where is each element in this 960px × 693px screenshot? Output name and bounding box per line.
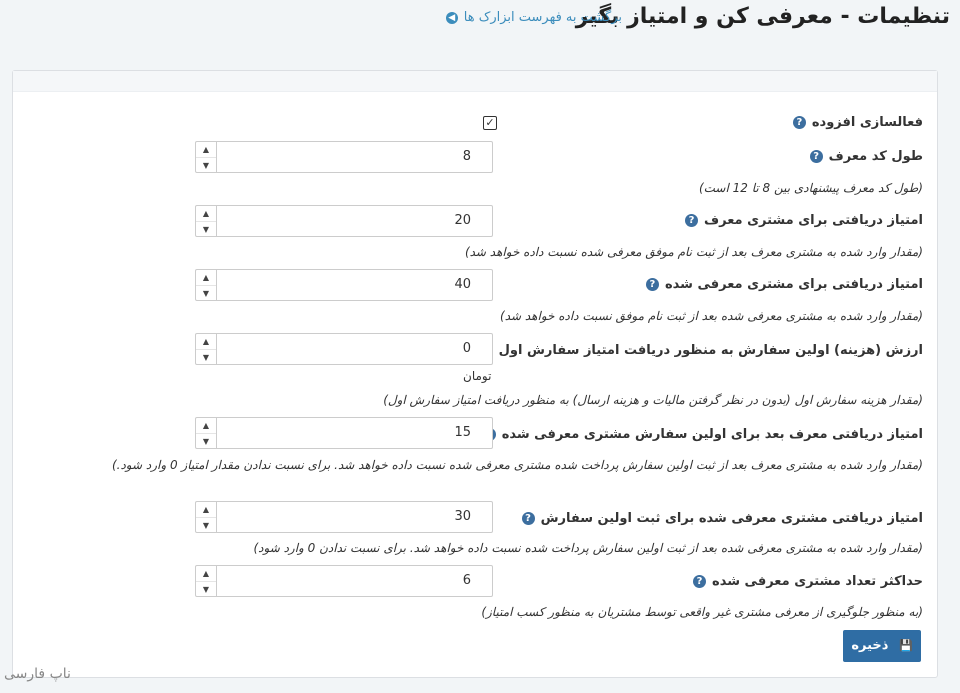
currency-unit: تومان [463,369,492,383]
referral-code-length-label: طول کد معرف ? [810,149,923,164]
enable-addon-label: فعالسازی افزوده ? [793,115,923,130]
stepper-down-icon[interactable]: ▼ [202,353,210,362]
enable-addon-checkbox[interactable]: ✓ [483,116,497,130]
question-circle-icon[interactable]: ? [793,116,806,129]
referral-code-length-input[interactable]: 8 [462,149,471,164]
stepper-down-icon[interactable]: ▼ [202,437,210,446]
back-to-widgets-link[interactable] [446,10,622,25]
max-referrals-label: حداکثر تعداد مشتری معرفی شده ? [693,574,923,589]
referral-code-length-hint: (طول کد معرف پیشنهادی بین 8 تا 12 است) [698,181,923,195]
referred-first-order-points-hint: (مقدار وارد شده به مشتری معرفی شده بعد از ثبت اولین سفارش پرداخت شده نسبت داده خواهد شد. برای نسبت ندادن 0 وارد شود) [253,541,923,555]
max-referrals-hint: (به منظور جلوگیری از معرفی مشتری غیر واقعی توسط مشتریان به منظور کسب امتیاز) [481,605,923,619]
max-referrals-input[interactable]: 6 [462,573,471,588]
question-circle-icon[interactable]: ? [685,214,698,227]
referrer-points-hint: (مقدار وارد شده به مشتری معرف بعد از ثبت نام موفق معرفی شده نسبت داده خواهد شد) [464,245,923,259]
referred-points-label: امتیاز دریافتی برای مشتری معرفی شده ? [646,277,923,292]
referred-first-order-points-stepper[interactable] [195,501,493,533]
back-link-label: برگشت به فهرست ابزارک ها [463,10,622,25]
watermark: ناپ فارسی [4,666,71,682]
stepper-down-icon[interactable]: ▼ [202,521,210,530]
stepper-buttons [196,142,217,172]
referred-points-hint: (مقدار وارد شده به مشتری معرفی شده بعد از ثبت نام موفق نسبت داده خواهد شد) [500,309,923,323]
stepper-buttons [196,334,217,364]
referrer-first-order-points-input[interactable]: 15 [454,425,471,440]
referrer-first-order-points-hint: (مقدار وارد شده به مشتری معرف بعد از ثبت اولین سفارش پرداخت شده مشتری معرفی شده نسبت داده خواهد شد. برای نسبت ندادن مقدار امتیاز 0 وارد شود.) [111,458,923,472]
referrer-points-label: امتیاز دریافتی برای مشتری معرف ? [685,213,923,228]
question-circle-icon[interactable]: ? [646,278,659,291]
stepper-up-icon[interactable]: ▲ [196,142,216,158]
question-circle-icon[interactable]: ? [522,512,535,525]
question-circle-icon[interactable]: ? [810,150,823,163]
max-referrals-stepper[interactable] [195,565,493,597]
referred-points-input[interactable]: 40 [454,277,471,292]
first-order-value-label: ارزش (هزینه) اولین سفارش به منظور دریافت امتیاز سفارش اول [480,343,923,358]
settings-panel [12,70,938,678]
first-order-value-stepper[interactable] [195,333,493,365]
stepper-buttons [196,566,217,596]
stepper-buttons [196,206,217,236]
referrer-first-order-points-label: امتیاز دریافتی معرف بعد برای اولین سفارش مشتری معرفی شده [483,427,923,442]
stepper-up-icon[interactable]: ▲ [196,206,216,222]
stepper-buttons [196,270,217,300]
referrer-points-stepper[interactable] [195,205,493,237]
first-order-value-hint: (مقدار هزینه سفارش اول (بدون در نظر گرفتن مالیات و هزینه ارسال) به منظور دریافت امتیاز سفارش اول) [383,393,923,407]
stepper-up-icon[interactable]: ▲ [196,566,216,582]
first-order-value-input[interactable]: 0 [462,341,471,356]
referral-code-length-stepper[interactable] [195,141,493,173]
stepper-up-icon[interactable]: ▲ [196,418,216,434]
page-title: تنظیمات - معرفی کن و امتیاز بگیر [575,4,950,29]
stepper-down-icon[interactable]: ▼ [202,161,210,170]
panel-heading [13,71,937,92]
referred-points-stepper[interactable] [195,269,493,301]
stepper-buttons [196,502,217,532]
page-header [0,0,960,40]
stepper-buttons [196,418,217,448]
stepper-up-icon[interactable]: ▲ [196,270,216,286]
question-circle-icon[interactable]: ? [693,575,706,588]
chevron-circle-icon: ◀ [446,12,458,24]
referred-first-order-points-input[interactable]: 30 [454,509,471,524]
save-button[interactable]: 💾 ذخیره [843,630,921,662]
stepper-up-icon[interactable]: ▲ [196,334,216,350]
stepper-up-icon[interactable]: ▲ [196,502,216,518]
referred-first-order-points-label: امتیاز دریافتی مشتری معرفی شده برای ثبت اولین سفارش ? [522,511,923,526]
referrer-first-order-points-stepper[interactable] [195,417,493,449]
stepper-down-icon[interactable]: ▼ [202,585,210,594]
stepper-down-icon[interactable]: ▼ [202,225,210,234]
stepper-down-icon[interactable]: ▼ [202,289,210,298]
floppy-disk-icon: 💾 [898,639,913,652]
referrer-points-input[interactable]: 20 [454,213,471,228]
